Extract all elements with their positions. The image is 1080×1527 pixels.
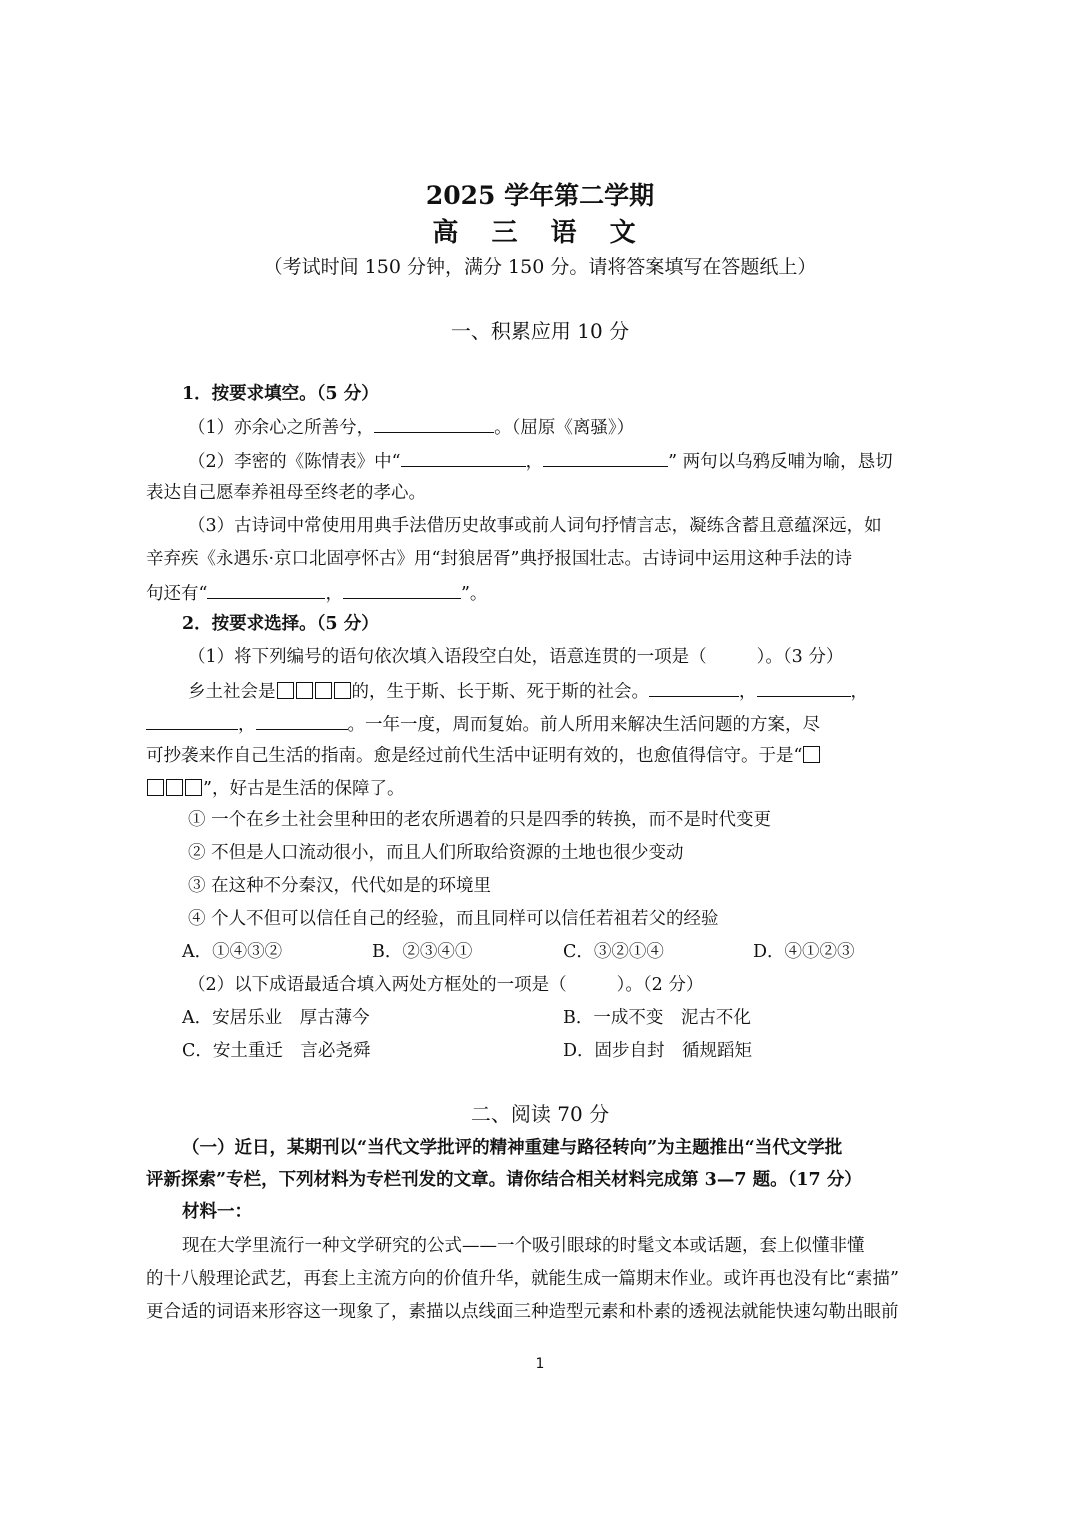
q2-passage-text-3: 可抄袭来作自己生活的指南。愈是经过前代生活中证明有效的，也愈值得信守。于是“ — [146, 746, 803, 766]
material-1-label: 材料一： — [182, 1202, 252, 1222]
q1-part3-line3 — [146, 580, 938, 606]
q1-part2-line1 — [188, 448, 938, 474]
q2-fill-box — [803, 746, 820, 763]
q1-part3-blank-2 — [343, 580, 461, 599]
exam-instructions: （考试时间 150 分钟，满分 150 分。请将答案填写在答题纸上） — [263, 256, 817, 278]
q2-option-a: A．①④③② — [182, 942, 283, 962]
q2-part2-text-a: （2）以下成语最适合填入两处方框处的一项是（ — [188, 975, 567, 995]
section-2-heading: 二、阅读 70 分 — [470, 1102, 610, 1126]
q2-sentence-3: ③ 在这种不分秦汉，代代如是的环境里 — [188, 876, 492, 896]
section-1-heading: 一、积累应用 10 分 — [450, 319, 630, 343]
q1-part2-text-a: （2）李密的《陈情表》中“ — [188, 452, 401, 472]
q2-idiom-option-c: C．安土重迁 言必尧舜 — [182, 1041, 371, 1061]
exam-subject-title: 高 三 语 文 — [432, 218, 648, 248]
q1-part3-line2: 辛弃疾《永遇乐·京口北固亭怀古》用“封狼居胥”典抒报国壮志。古诗词中运用这种手法的诗 — [146, 549, 852, 569]
q2-idiom-option-b: B．一成不变 泥古不化 — [563, 1008, 751, 1028]
q2-passage-blank-2 — [757, 678, 851, 697]
q1-part1 — [188, 414, 938, 440]
q2-part1-text-a: （1）将下列编号的语句依次填入语段空白处，语意连贯的一项是（ — [188, 647, 707, 667]
q2-fill-box — [296, 682, 313, 699]
q2-part1-text-b: ）。（3 分） — [756, 647, 844, 667]
q2-passage-blank-4 — [256, 711, 348, 730]
q2-passage-line4 — [146, 777, 938, 801]
q2-passage-text-1b: 的，生于斯、长于斯、死于斯的社会。 — [351, 682, 649, 702]
q2-part2-text-b: ）。（2 分） — [616, 975, 704, 995]
q2-part1-stem — [188, 645, 938, 669]
q2-passage-blank-1 — [649, 678, 739, 697]
q2-passage-text-1c: ， — [739, 682, 757, 702]
q2-option-d: D．④①②③ — [753, 942, 855, 962]
q2-option-c: C．③②①④ — [563, 942, 664, 962]
q2-passage-blank-3 — [146, 711, 238, 730]
q2-fill-box — [277, 682, 294, 699]
q1-part1-text-a: （1）亦余心之所善兮， — [188, 418, 375, 438]
material-1-line3: 更合适的词语来形容这一现象了，素描以点线面三种造型元素和朴素的透视法就能快速勾勒出眼前 — [146, 1302, 899, 1322]
q2-fill-box — [315, 682, 332, 699]
q1-part2-blank-1 — [401, 448, 526, 467]
q2-passage-text-1d: ， — [850, 682, 868, 702]
q2-sentence-4: ④ 个人不但可以信任自己的经验，而且同样可以信任若祖若父的经验 — [188, 909, 719, 929]
material-1-line1: 现在大学里流行一种文学研究的公式——一个吸引眼球的时髦文本或话题，套上似懂非懂 — [182, 1236, 865, 1256]
q1-part1-text-b: 。（屈原《离骚》） — [494, 418, 635, 438]
q1-part2-text-b: ， — [525, 452, 544, 472]
q1-part3-text-c: ”。 — [460, 584, 488, 604]
q1-stem: 1．按要求填空。（5 分） — [182, 384, 379, 404]
q2-passage-text-4: ”，好古是生活的保障了。 — [203, 779, 405, 799]
page-number: 1 — [535, 1356, 545, 1372]
q1-part3-blank-1 — [207, 580, 325, 599]
q1-part2-text-c: ” 两句以乌鸦反哺为喻，恳切 — [668, 452, 893, 472]
q2-passage-text-1a: 乡土社会是 — [188, 682, 276, 702]
q2-passage-line1 — [188, 678, 938, 704]
material-1-line2: 的十八般理论武艺，再套上主流方向的价值升华，就能生成一篇期末作业。或许再也没有比“素描” — [146, 1269, 899, 1289]
q1-part3-line1: （3）古诗词中常使用用典手法借历史故事或前人词句抒情言志，凝练含蓄且意蕴深远，如 — [188, 516, 882, 536]
reading-intro-line1: （一）近日，某期刊以“当代文学批评的精神重建与路径转向”为主题推出“当代文学批 — [182, 1138, 843, 1158]
q2-passage-line3 — [146, 744, 938, 768]
q2-sentence-1: ① 一个在乡土社会里种田的老农所遇着的只是四季的转换，而不是时代变更 — [188, 810, 772, 830]
q2-option-b: B．②③④① — [372, 942, 473, 962]
q1-part2-line2: 表达自己愿奉养祖母至终老的孝心。 — [146, 483, 426, 503]
q2-passage-text-2a: ， — [238, 715, 256, 735]
q2-part2-stem — [188, 973, 938, 997]
exam-term-title: 2025 学年第二学期 — [425, 181, 655, 210]
q1-part1-blank — [374, 414, 494, 433]
q2-stem: 2．按要求选择。（5 分） — [182, 614, 379, 634]
q2-passage-line2 — [146, 711, 938, 737]
q2-fill-box — [185, 779, 202, 796]
q2-sentence-2: ② 不但是人口流动很小，而且人们所取给资源的土地也很少变动 — [188, 843, 684, 863]
q1-part2-blank-2 — [543, 448, 668, 467]
q2-fill-box — [147, 779, 164, 796]
reading-intro-line2: 评新探索”专栏，下列材料为专栏刊发的文章。请你结合相关材料完成第 3—7 题。（17 分） — [146, 1170, 862, 1190]
q1-part3-text-a: 句还有“ — [146, 584, 208, 604]
q1-part3-text-b: ， — [325, 584, 343, 604]
q2-idiom-option-d: D．固步自封 循规蹈矩 — [563, 1041, 753, 1061]
q2-passage-text-2b: 。一年一度，周而复始。前人所用来解决生活问题的方案，尽 — [347, 715, 820, 735]
q2-fill-box — [334, 682, 351, 699]
q2-idiom-option-a: A．安居乐业 厚古薄今 — [182, 1008, 370, 1028]
q2-fill-box — [166, 779, 183, 796]
